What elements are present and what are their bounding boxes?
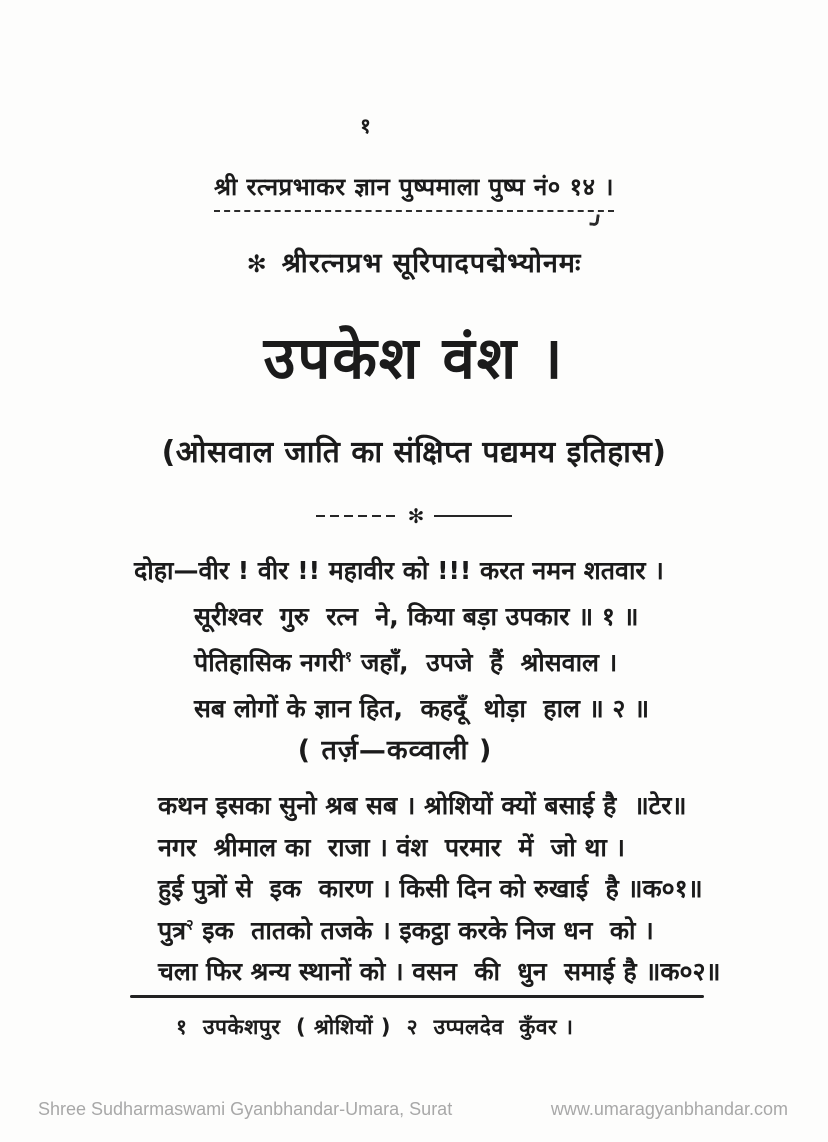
kavvali-stanza [158,785,738,993]
kavvali-line-4 [158,910,738,952]
scanner-watermark-footer [0,1099,828,1120]
footer-library-name: Shree Sudharmaswami Gyanbhandar-Umara, Surat [38,1099,453,1119]
doha-stanza [134,548,714,732]
divider-solid-line [434,515,512,517]
footnote-marker-2: २ [186,917,194,934]
kavvali-line-4-text-cont: इक तातको तजके । इकट्ठा करके निज धन को । [193,915,654,945]
kavvali-line-3: हुई पुत्रों से इक कारण । किसी दिन को रुखाई है ॥क०१॥ [158,874,703,903]
series-header [0,170,828,212]
divider-asterisk-icon: ✻ [407,504,425,528]
kavvali-line-4-text: पुत्र [158,915,187,945]
doha-line-3-text: पेतिहासिक नगरी [194,648,345,677]
divider-dashed-line [316,515,398,517]
footnote-marker-1: १ [344,649,353,666]
invocation-text: श्रीरत्नप्रभ सूरिपादपद्मेभ्योनमः [281,248,582,279]
footnote-text: १ उपकेशपुर ( श्रोशियों ) २ उप्पलदेव कुँवर । [176,1015,574,1039]
page-title: उपकेश वंश । [263,324,565,392]
invocation-line [0,243,828,280]
subtitle: (ओसवाल जाति का संक्षिप्त पद्यमय इतिहास) [161,435,667,470]
tune-heading: ( तर्ज़—कव्वाली ) [297,735,493,766]
series-title-text: श्री रत्नप्रभाकर ज्ञान पुष्पमाला पुष्प नं० १४ । [214,170,614,212]
kavvali-line-1: कथन इसका सुनो श्रब सब । श्रोशियों क्यों बसाई है ॥टेर॥ [158,791,687,820]
page-number: १ [360,114,371,138]
footnote-divider-rule [130,995,704,998]
section-divider [0,503,828,529]
asterisk-icon: ✻ [246,250,268,278]
doha-line-3-text-cont: जहाँ, उपजे हैं श्रोसवाल । [352,648,618,677]
kavvali-line-5: चला फिर श्रन्य स्थानों को । वसन की धुन समाई है ॥क०२॥ [158,957,721,986]
doha-line-4: सब लोगों के ज्ञान हित, कहदूँ थोड़ा हाल ॥ २ ॥ [194,694,650,723]
footer-website-url: www.umaragyanbhandar.com [550,1099,788,1119]
kavvali-line-2: नगर श्रीमाल का राजा । वंश परमार में जो था । [158,832,626,862]
stray-ink-mark [589,213,600,226]
doha-line-2: सूरीश्वर गुरु रत्न ने, किया बड़ा उपकार ॥ १ ॥ [194,602,639,631]
doha-line-3 [194,640,714,686]
doha-line-1: दोहा—वीर ! वीर !! महावीर को !!! करत नमन शतवार । [134,556,664,585]
